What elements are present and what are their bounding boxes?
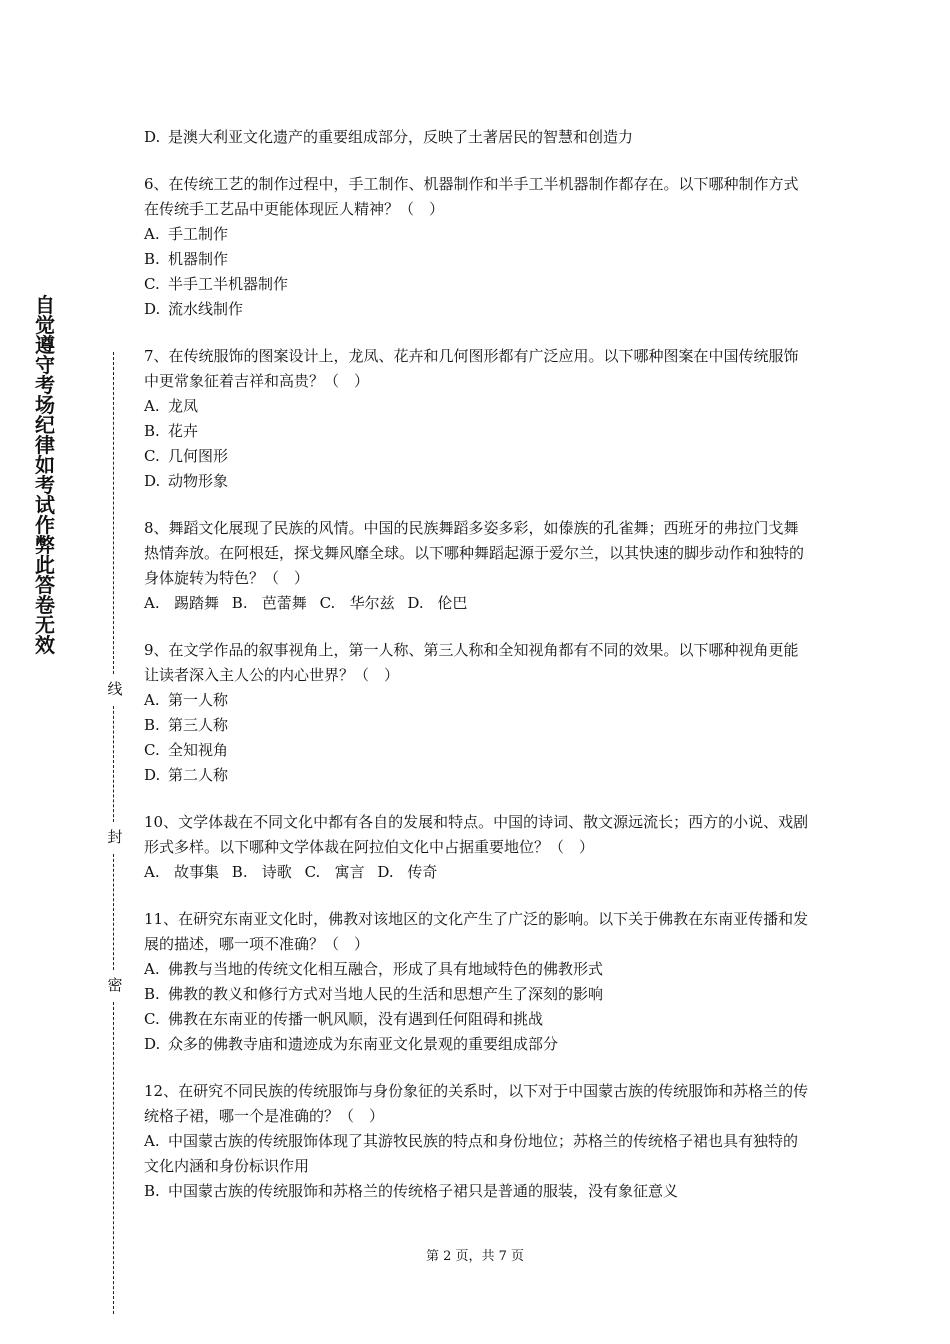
option-d [144,297,812,322]
option-text: 佛教在东南亚的传播一帆风顺，没有遇到任何阻碍和挑战 [168,1010,544,1028]
option-text: 中国蒙古族的传统服饰体现了其游牧民族的特点和身份地位；苏格兰的传统格子裙也具有独特的文化内涵和身份标识作用 [144,1132,799,1175]
question-9 [144,638,812,788]
option-c [144,1007,812,1032]
option-key: B. [144,1182,160,1200]
option-d [144,1032,812,1057]
inline-options [144,860,812,885]
option-key: C. [304,863,321,881]
option-d [144,763,812,788]
option-c [144,444,812,469]
question-7 [144,344,812,494]
option-text: 踢踏舞 [174,594,220,612]
option-key: D. [407,594,424,612]
option-key: A. [144,863,160,881]
option-d [144,125,812,150]
option-b [144,419,812,444]
option-text: 几何图形 [168,447,229,465]
question-10 [144,810,812,885]
option-text: 中国蒙古族的传统服饰和苏格兰的传统格子裙只是普通的服装，没有象征意义 [168,1182,679,1200]
question-stem: 10、文学体裁在不同文化中都有各自的发展和特点。中国的诗词、散文源远流长；西方的小说、戏剧形式多样。以下哪种文学体裁在阿拉伯文化中占据重要地位？（ ） [144,813,809,856]
question-8 [144,516,812,616]
option-text: 动物形象 [168,472,229,490]
option-key: C. [144,447,160,465]
option-b [144,247,812,272]
binding-line-segment [113,706,114,822]
binding-label-seal: 封 [107,828,123,846]
option-a [144,1129,812,1179]
binding-label-line: 线 [107,680,123,698]
option-text: 佛教与当地的传统文化相互融合，形成了具有地域特色的佛教形式 [168,960,604,978]
option-key: B. [231,594,248,612]
option-key: B. [144,716,160,734]
option-a [144,957,812,982]
option-key: C. [144,741,160,759]
question-12 [144,1079,812,1204]
option-key: D. [144,128,161,146]
option-key: A. [144,594,160,612]
page-number: 第 2 页，共 7 页 [425,1249,525,1264]
option-key: D. [144,766,161,784]
question-stem: 12、在研究不同民族的传统服饰与身份象征的关系时，以下对于中国蒙古族的传统服饰和苏格兰的传统格子裙，哪一个是准确的？（ ） [144,1082,809,1125]
binding-label-secret: 密 [107,976,123,994]
option-key: C. [144,1010,160,1028]
option-b [144,1179,812,1204]
option-key: A. [144,225,160,243]
option-text: 第三人称 [168,716,229,734]
option-text: 芭蕾舞 [261,594,307,612]
option-text: 寓言 [334,863,365,881]
option-a [144,394,812,419]
option-text: 全知视角 [168,741,229,759]
option-text: 传奇 [407,863,438,881]
option-key: B. [144,985,160,1003]
option-key: D. [144,1035,161,1053]
option-text: 诗歌 [261,863,292,881]
option-key: B. [231,863,248,881]
option-text: 半手工半机器制作 [168,275,289,293]
option-text: 流水线制作 [168,300,244,318]
option-key: A. [144,397,160,415]
option-key: C. [319,594,336,612]
option-text: 花卉 [168,422,199,440]
option-text: 龙凤 [168,397,199,415]
inline-options [144,591,812,616]
option-text: 是澳大利亚文化遗产的重要组成部分，反映了土著居民的智慧和创造力 [168,128,634,146]
option-key: D. [144,472,161,490]
question-stem: 9、在文学作品的叙事视角上，第一人称、第三人称和全知视角都有不同的效果。以下哪种视角更能让读者深入主人公的内心世界？（ ） [144,641,799,684]
option-key: B. [144,422,160,440]
question-5-tail [144,125,812,150]
option-key: D. [144,300,161,318]
exam-discipline-warning: 自觉遵守考场纪律如考试作弊此答卷无效 [35,293,55,657]
option-key: B. [144,250,160,268]
option-text: 手工制作 [168,225,229,243]
option-a [144,688,812,713]
question-6 [144,172,812,322]
binding-line-segment [113,352,114,674]
question-11 [144,907,812,1057]
option-c [144,738,812,763]
option-text: 故事集 [174,863,220,881]
binding-line-segment [113,1002,114,1314]
option-b [144,713,812,738]
option-key: A. [144,960,160,978]
option-a [144,222,812,247]
option-text: 伦巴 [437,594,468,612]
option-text: 机器制作 [168,250,229,268]
option-c [144,272,812,297]
option-key: C. [144,275,160,293]
option-key: D. [377,863,394,881]
question-stem: 8、舞蹈文化展现了民族的风情。中国的民族舞蹈多姿多彩，如傣族的孔雀舞；西班牙的弗拉门戈舞热情奔放。在阿根廷，探戈舞风靡全球。以下哪种舞蹈起源于爱尔兰，以其快速的脚步动作和独特的身体旋转为特色？（ ） [144,519,805,587]
option-b [144,982,812,1007]
option-d [144,469,812,494]
question-stem: 7、在传统服饰的图案设计上，龙凤、花卉和几何图形都有广泛应用。以下哪种图案在中国传统服饰中更常象征着吉祥和高贵？（ ） [144,347,799,390]
option-text: 佛教的教义和修行方式对当地人民的生活和思想产生了深刻的影响 [168,985,604,1003]
binding-line-segment [113,854,114,970]
question-stem: 11、在研究东南亚文化时，佛教对该地区的文化产生了广泛的影响。以下关于佛教在东南亚传播和发展的描述，哪一项不准确？（ ） [144,910,809,953]
option-text: 第一人称 [168,691,229,709]
question-stem: 6、在传统工艺的制作过程中，手工制作、机器制作和半手工半机器制作都存在。以下哪种制作方式在传统手工艺品中更能体现匠人精神？（ ） [144,175,799,218]
option-key: A. [144,691,160,709]
option-key: A. [144,1132,160,1150]
option-text: 第二人称 [168,766,229,784]
option-text: 华尔兹 [349,594,395,612]
option-text: 众多的佛教寺庙和遗迹成为东南亚文化景观的重要组成部分 [168,1035,559,1053]
exam-content [144,125,812,1226]
